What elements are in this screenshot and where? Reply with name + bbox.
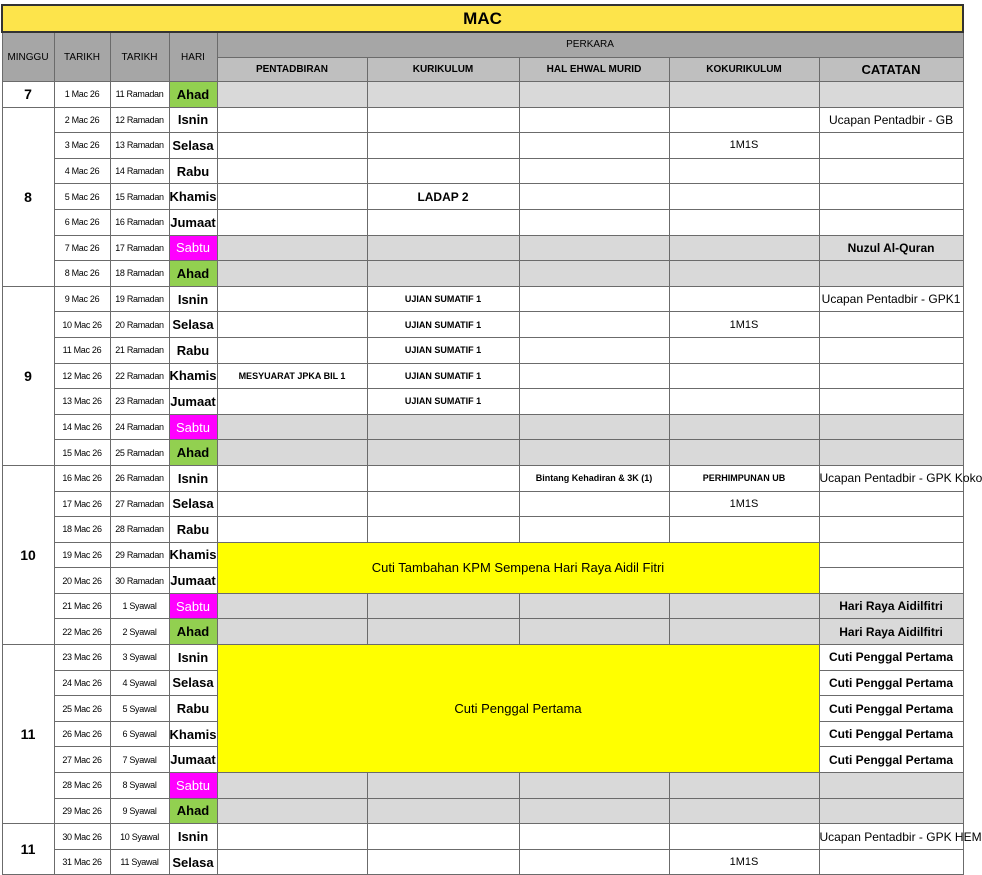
kurikulum-cell bbox=[367, 133, 519, 159]
kokurikulum-cell bbox=[669, 824, 819, 850]
catatan-cell: Ucapan Pentadbir - GPK1 bbox=[819, 286, 963, 312]
hijri-date-cell: 13 Ramadan bbox=[110, 133, 169, 159]
hijri-date-cell: 18 Ramadan bbox=[110, 261, 169, 287]
day-cell: Jumaat bbox=[169, 568, 217, 594]
hijri-date-cell: 14 Ramadan bbox=[110, 158, 169, 184]
date-cell: 27 Mac 26 bbox=[54, 747, 110, 773]
hem-cell bbox=[519, 261, 669, 287]
pentadbiran-cell bbox=[217, 184, 367, 210]
kurikulum-cell bbox=[367, 593, 519, 619]
pentadbiran-cell bbox=[217, 337, 367, 363]
pentadbiran-cell bbox=[217, 158, 367, 184]
hem-cell bbox=[519, 389, 669, 415]
kokurikulum-cell: PERHIMPUNAN UB bbox=[669, 465, 819, 491]
day-cell: Sabtu bbox=[169, 235, 217, 261]
catatan-cell: Ucapan Pentadbir - GPK Koko bbox=[819, 465, 963, 491]
hijri-date-cell: 29 Ramadan bbox=[110, 542, 169, 568]
day-cell: Selasa bbox=[169, 312, 217, 338]
day-cell: Khamis bbox=[169, 721, 217, 747]
kokurikulum-cell bbox=[669, 517, 819, 543]
header-catatan: CATATAN bbox=[819, 57, 963, 82]
day-cell: Ahad bbox=[169, 440, 217, 466]
hijri-date-cell: 27 Ramadan bbox=[110, 491, 169, 517]
week-number: 10 bbox=[2, 465, 54, 644]
month-title: MAC bbox=[2, 5, 963, 32]
kokurikulum-cell bbox=[669, 414, 819, 440]
catatan-cell bbox=[819, 414, 963, 440]
catatan-cell bbox=[819, 542, 963, 568]
hem-cell bbox=[519, 363, 669, 389]
holiday-banner: Cuti Penggal Pertama bbox=[217, 645, 819, 773]
day-cell: Selasa bbox=[169, 133, 217, 159]
catatan-cell: Hari Raya Aidilfitri bbox=[819, 619, 963, 645]
table-row bbox=[2, 491, 963, 517]
hem-cell bbox=[519, 158, 669, 184]
day-cell: Isnin bbox=[169, 465, 217, 491]
hem-cell bbox=[519, 849, 669, 875]
table-row bbox=[2, 107, 963, 133]
table-row bbox=[2, 824, 963, 850]
kokurikulum-cell bbox=[669, 235, 819, 261]
date-cell: 11 Mac 26 bbox=[54, 337, 110, 363]
day-cell: Selasa bbox=[169, 849, 217, 875]
table-row bbox=[2, 209, 963, 235]
calendar-table bbox=[1, 4, 982, 875]
hijri-date-cell: 10 Syawal bbox=[110, 824, 169, 850]
pentadbiran-cell bbox=[217, 235, 367, 261]
table-row bbox=[2, 849, 963, 875]
header-hari: HARI bbox=[169, 32, 217, 82]
kurikulum-cell bbox=[367, 107, 519, 133]
kurikulum-cell bbox=[367, 440, 519, 466]
hem-cell bbox=[519, 235, 669, 261]
date-cell: 22 Mac 26 bbox=[54, 619, 110, 645]
table-row bbox=[2, 158, 963, 184]
kurikulum-cell: LADAP 2 bbox=[367, 184, 519, 210]
date-cell: 20 Mac 26 bbox=[54, 568, 110, 594]
date-cell: 25 Mac 26 bbox=[54, 696, 110, 722]
kokurikulum-cell: 1M1S bbox=[669, 849, 819, 875]
hijri-date-cell: 20 Ramadan bbox=[110, 312, 169, 338]
kurikulum-cell bbox=[367, 414, 519, 440]
hijri-date-cell: 22 Ramadan bbox=[110, 363, 169, 389]
table-row bbox=[2, 235, 963, 261]
table-row bbox=[2, 414, 963, 440]
table-row bbox=[2, 619, 963, 645]
date-cell: 3 Mac 26 bbox=[54, 133, 110, 159]
pentadbiran-cell bbox=[217, 312, 367, 338]
date-cell: 26 Mac 26 bbox=[54, 721, 110, 747]
catatan-cell bbox=[819, 209, 963, 235]
hijri-date-cell: 9 Syawal bbox=[110, 798, 169, 824]
pentadbiran-cell bbox=[217, 824, 367, 850]
date-cell: 28 Mac 26 bbox=[54, 773, 110, 799]
hijri-date-cell: 21 Ramadan bbox=[110, 337, 169, 363]
catatan-cell: Cuti Penggal Pertama bbox=[819, 696, 963, 722]
hijri-date-cell: 25 Ramadan bbox=[110, 440, 169, 466]
hem-cell bbox=[519, 798, 669, 824]
table-row bbox=[2, 773, 963, 799]
kokurikulum-cell bbox=[669, 337, 819, 363]
kurikulum-cell bbox=[367, 798, 519, 824]
day-cell: Sabtu bbox=[169, 773, 217, 799]
pentadbiran-cell bbox=[217, 261, 367, 287]
hijri-date-cell: 30 Ramadan bbox=[110, 568, 169, 594]
hijri-date-cell: 24 Ramadan bbox=[110, 414, 169, 440]
day-cell: Rabu bbox=[169, 696, 217, 722]
day-cell: Ahad bbox=[169, 798, 217, 824]
kurikulum-cell: UJIAN SUMATIF 1 bbox=[367, 389, 519, 415]
table-row bbox=[2, 312, 963, 338]
header-minggu: MINGGU bbox=[2, 32, 54, 82]
pentadbiran-cell bbox=[217, 133, 367, 159]
day-cell: Khamis bbox=[169, 363, 217, 389]
pentadbiran-cell bbox=[217, 414, 367, 440]
hem-cell bbox=[519, 491, 669, 517]
week-number: 7 bbox=[2, 82, 54, 108]
hijri-date-cell: 3 Syawal bbox=[110, 645, 169, 671]
day-cell: Jumaat bbox=[169, 747, 217, 773]
catatan-cell: Cuti Penggal Pertama bbox=[819, 721, 963, 747]
day-cell: Selasa bbox=[169, 491, 217, 517]
date-cell: 6 Mac 26 bbox=[54, 209, 110, 235]
kurikulum-cell bbox=[367, 261, 519, 287]
kokurikulum-cell bbox=[669, 440, 819, 466]
hem-cell bbox=[519, 517, 669, 543]
pentadbiran-cell bbox=[217, 798, 367, 824]
kokurikulum-cell bbox=[669, 82, 819, 108]
header-kurikulum: KURIKULUM bbox=[367, 57, 519, 82]
catatan-cell: Cuti Penggal Pertama bbox=[819, 645, 963, 671]
pentadbiran-cell bbox=[217, 849, 367, 875]
hijri-date-cell: 28 Ramadan bbox=[110, 517, 169, 543]
pentadbiran-cell bbox=[217, 773, 367, 799]
header-pentadbiran: PENTADBIRAN bbox=[217, 57, 367, 82]
kurikulum-cell bbox=[367, 465, 519, 491]
hem-cell bbox=[519, 337, 669, 363]
day-cell: Jumaat bbox=[169, 389, 217, 415]
pentadbiran-cell bbox=[217, 209, 367, 235]
kokurikulum-cell: 1M1S bbox=[669, 312, 819, 338]
pentadbiran-cell: MESYUARAT JPKA BIL 1 bbox=[217, 363, 367, 389]
table-row bbox=[2, 389, 963, 415]
pentadbiran-cell bbox=[217, 440, 367, 466]
hem-cell bbox=[519, 209, 669, 235]
catatan-cell bbox=[819, 261, 963, 287]
kurikulum-cell bbox=[367, 619, 519, 645]
table-row bbox=[2, 645, 963, 671]
kurikulum-cell: UJIAN SUMATIF 1 bbox=[367, 363, 519, 389]
pentadbiran-cell bbox=[217, 619, 367, 645]
header-kokurikulum: KOKURIKULUM bbox=[669, 57, 819, 82]
catatan-cell: Hari Raya Aidilfitri bbox=[819, 593, 963, 619]
header-tarikh-hijri: TARIKH bbox=[110, 32, 169, 82]
hijri-date-cell: 4 Syawal bbox=[110, 670, 169, 696]
date-cell: 16 Mac 26 bbox=[54, 465, 110, 491]
kurikulum-cell bbox=[367, 209, 519, 235]
catatan-cell bbox=[819, 849, 963, 875]
hem-cell bbox=[519, 82, 669, 108]
hem-cell bbox=[519, 133, 669, 159]
table-row bbox=[2, 286, 963, 312]
day-cell: Khamis bbox=[169, 184, 217, 210]
day-cell: Sabtu bbox=[169, 414, 217, 440]
catatan-cell bbox=[819, 363, 963, 389]
kurikulum-cell: UJIAN SUMATIF 1 bbox=[367, 286, 519, 312]
hijri-date-cell: 2 Syawal bbox=[110, 619, 169, 645]
day-cell: Rabu bbox=[169, 517, 217, 543]
kurikulum-cell bbox=[367, 235, 519, 261]
hem-cell bbox=[519, 773, 669, 799]
hem-cell bbox=[519, 414, 669, 440]
kokurikulum-cell bbox=[669, 158, 819, 184]
catatan-cell bbox=[819, 389, 963, 415]
table-row bbox=[2, 593, 963, 619]
catatan-cell bbox=[819, 133, 963, 159]
table-row bbox=[2, 542, 963, 568]
hijri-date-cell: 5 Syawal bbox=[110, 696, 169, 722]
day-cell: Isnin bbox=[169, 286, 217, 312]
table-row bbox=[2, 363, 963, 389]
week-number: 11 bbox=[2, 645, 54, 824]
day-cell: Isnin bbox=[169, 645, 217, 671]
date-cell: 18 Mac 26 bbox=[54, 517, 110, 543]
hem-cell bbox=[519, 286, 669, 312]
catatan-cell bbox=[819, 568, 963, 594]
header-tarikh: TARIKH bbox=[54, 32, 110, 82]
holiday-banner: Cuti Tambahan KPM Sempena Hari Raya Aidil Fitri bbox=[217, 542, 819, 593]
hijri-date-cell: 26 Ramadan bbox=[110, 465, 169, 491]
day-cell: Khamis bbox=[169, 542, 217, 568]
date-cell: 19 Mac 26 bbox=[54, 542, 110, 568]
hem-cell bbox=[519, 107, 669, 133]
catatan-cell bbox=[819, 517, 963, 543]
week-number: 9 bbox=[2, 286, 54, 465]
hijri-date-cell: 1 Syawal bbox=[110, 593, 169, 619]
date-cell: 7 Mac 26 bbox=[54, 235, 110, 261]
hem-cell bbox=[519, 619, 669, 645]
table-row bbox=[2, 184, 963, 210]
date-cell: 13 Mac 26 bbox=[54, 389, 110, 415]
kokurikulum-cell bbox=[669, 798, 819, 824]
date-cell: 8 Mac 26 bbox=[54, 261, 110, 287]
table-row bbox=[2, 517, 963, 543]
table-row bbox=[2, 440, 963, 466]
day-cell: Sabtu bbox=[169, 593, 217, 619]
day-cell: Isnin bbox=[169, 107, 217, 133]
day-cell: Rabu bbox=[169, 158, 217, 184]
date-cell: 24 Mac 26 bbox=[54, 670, 110, 696]
table-row bbox=[2, 261, 963, 287]
kurikulum-cell: UJIAN SUMATIF 1 bbox=[367, 312, 519, 338]
kokurikulum-cell bbox=[669, 363, 819, 389]
hem-cell bbox=[519, 440, 669, 466]
table-row bbox=[2, 465, 963, 491]
date-cell: 4 Mac 26 bbox=[54, 158, 110, 184]
catatan-cell bbox=[819, 158, 963, 184]
hijri-date-cell: 11 Ramadan bbox=[110, 82, 169, 108]
date-cell: 9 Mac 26 bbox=[54, 286, 110, 312]
kurikulum-cell bbox=[367, 158, 519, 184]
catatan-cell bbox=[819, 82, 963, 108]
header-hem: HAL EHWAL MURID bbox=[519, 57, 669, 82]
pentadbiran-cell bbox=[217, 82, 367, 108]
kokurikulum-cell: 1M1S bbox=[669, 491, 819, 517]
week-number: 11 bbox=[2, 824, 54, 875]
catatan-cell: Cuti Penggal Pertama bbox=[819, 670, 963, 696]
hem-cell bbox=[519, 824, 669, 850]
day-cell: Jumaat bbox=[169, 209, 217, 235]
date-cell: 21 Mac 26 bbox=[54, 593, 110, 619]
hijri-date-cell: 6 Syawal bbox=[110, 721, 169, 747]
date-cell: 2 Mac 26 bbox=[54, 107, 110, 133]
week-number: 8 bbox=[2, 107, 54, 286]
pentadbiran-cell bbox=[217, 491, 367, 517]
header-perkara: PERKARA bbox=[217, 32, 963, 57]
catatan-cell bbox=[819, 337, 963, 363]
pentadbiran-cell bbox=[217, 593, 367, 619]
catatan-cell bbox=[819, 773, 963, 799]
hijri-date-cell: 12 Ramadan bbox=[110, 107, 169, 133]
catatan-cell: Ucapan Pentadbir - GPK HEM bbox=[819, 824, 963, 850]
hijri-date-cell: 15 Ramadan bbox=[110, 184, 169, 210]
date-cell: 15 Mac 26 bbox=[54, 440, 110, 466]
kokurikulum-cell bbox=[669, 619, 819, 645]
date-cell: 10 Mac 26 bbox=[54, 312, 110, 338]
kokurikulum-cell bbox=[669, 209, 819, 235]
hijri-date-cell: 23 Ramadan bbox=[110, 389, 169, 415]
kokurikulum-cell: 1M1S bbox=[669, 133, 819, 159]
day-cell: Ahad bbox=[169, 619, 217, 645]
hijri-date-cell: 16 Ramadan bbox=[110, 209, 169, 235]
date-cell: 23 Mac 26 bbox=[54, 645, 110, 671]
hem-cell bbox=[519, 593, 669, 619]
kurikulum-cell bbox=[367, 82, 519, 108]
day-cell: Isnin bbox=[169, 824, 217, 850]
hijri-date-cell: 11 Syawal bbox=[110, 849, 169, 875]
pentadbiran-cell bbox=[217, 517, 367, 543]
date-cell: 5 Mac 26 bbox=[54, 184, 110, 210]
date-cell: 31 Mac 26 bbox=[54, 849, 110, 875]
day-cell: Rabu bbox=[169, 337, 217, 363]
hijri-date-cell: 7 Syawal bbox=[110, 747, 169, 773]
hijri-date-cell: 17 Ramadan bbox=[110, 235, 169, 261]
pentadbiran-cell bbox=[217, 107, 367, 133]
hijri-date-cell: 19 Ramadan bbox=[110, 286, 169, 312]
catatan-cell bbox=[819, 312, 963, 338]
table-row bbox=[2, 82, 963, 108]
pentadbiran-cell bbox=[217, 389, 367, 415]
table-row bbox=[2, 133, 963, 159]
table-row bbox=[2, 337, 963, 363]
kokurikulum-cell bbox=[669, 107, 819, 133]
catatan-cell bbox=[819, 798, 963, 824]
kurikulum-cell bbox=[367, 773, 519, 799]
catatan-cell: Nuzul Al-Quran bbox=[819, 235, 963, 261]
date-cell: 29 Mac 26 bbox=[54, 798, 110, 824]
hijri-date-cell: 8 Syawal bbox=[110, 773, 169, 799]
kokurikulum-cell bbox=[669, 389, 819, 415]
catatan-cell bbox=[819, 491, 963, 517]
hem-cell bbox=[519, 184, 669, 210]
day-cell: Ahad bbox=[169, 261, 217, 287]
catatan-cell: Cuti Penggal Pertama bbox=[819, 747, 963, 773]
day-cell: Ahad bbox=[169, 82, 217, 108]
catatan-cell: Ucapan Pentadbir - GB bbox=[819, 107, 963, 133]
kurikulum-cell bbox=[367, 517, 519, 543]
kokurikulum-cell bbox=[669, 286, 819, 312]
table-row bbox=[2, 798, 963, 824]
kokurikulum-cell bbox=[669, 773, 819, 799]
catatan-cell bbox=[819, 184, 963, 210]
kurikulum-cell bbox=[367, 824, 519, 850]
date-cell: 30 Mac 26 bbox=[54, 824, 110, 850]
catatan-cell bbox=[819, 440, 963, 466]
kurikulum-cell bbox=[367, 491, 519, 517]
hem-cell bbox=[519, 312, 669, 338]
pentadbiran-cell bbox=[217, 286, 367, 312]
kokurikulum-cell bbox=[669, 184, 819, 210]
date-cell: 12 Mac 26 bbox=[54, 363, 110, 389]
kokurikulum-cell bbox=[669, 261, 819, 287]
date-cell: 1 Mac 26 bbox=[54, 82, 110, 108]
date-cell: 14 Mac 26 bbox=[54, 414, 110, 440]
hem-cell: Bintang Kehadiran & 3K (1) bbox=[519, 465, 669, 491]
kokurikulum-cell bbox=[669, 593, 819, 619]
pentadbiran-cell bbox=[217, 465, 367, 491]
kurikulum-cell bbox=[367, 849, 519, 875]
day-cell: Selasa bbox=[169, 670, 217, 696]
kurikulum-cell: UJIAN SUMATIF 1 bbox=[367, 337, 519, 363]
date-cell: 17 Mac 26 bbox=[54, 491, 110, 517]
